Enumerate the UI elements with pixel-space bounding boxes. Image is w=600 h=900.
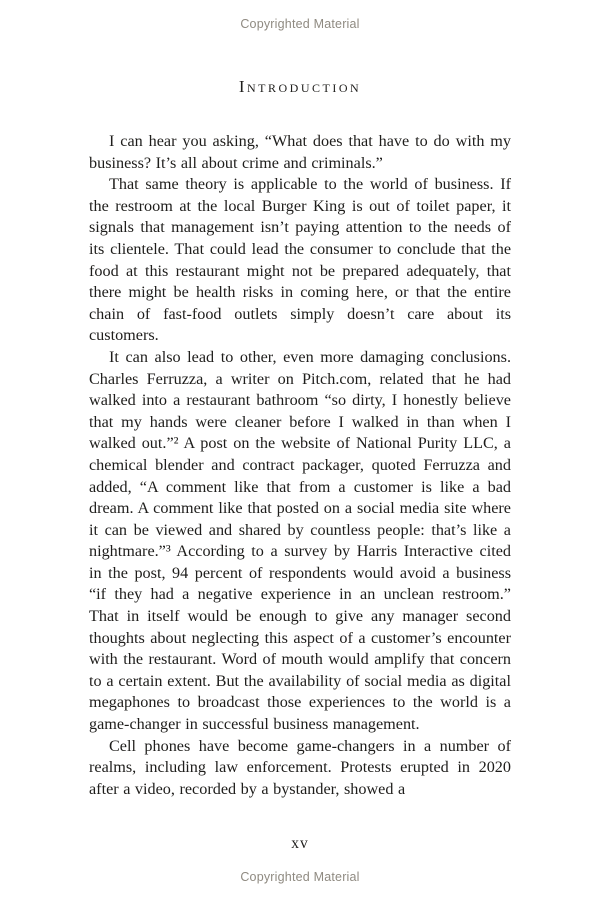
copyright-notice-top: Copyrighted Material — [240, 17, 360, 31]
page-body — [89, 0, 511, 800]
body-text — [89, 131, 511, 800]
paragraph-4: Cell phones have become game-changers in a number of realms, including law enforcement. Protests erupted in 2020 after a video, recorded by a bystander, showed a — [89, 736, 511, 798]
paragraph-2: That same theory is applicable to the world of business. If the restroom at the local Burger King is out of toilet paper, it signals that management isn’t paying attention to the needs of its clientele. That could lead the consumer to conclude that the food at this restaurant might not be prepared adequately, that there might be health risks in coming here, or that the entire chain of fast-food outlets simply doesn’t care about its customers. — [89, 175, 511, 345]
page-number: xv — [291, 835, 309, 852]
paragraph-3: It can also lead to other, even more damaging conclusions. Charles Ferruzza, a writer on Pitch.com, related that he had walked into a restaurant bathroom “so dirty, I honestly believe that my hands were cleaner before I walked in than when I walked out.”² A post on the website of National Purity LLC, a chemical blender and contract packager, quoted Ferruzza and added, “A comment like that from a customer is like a bad dream. A comment like that posted on a social media site where it can be viewed and shared by countless people: that’s like a nightmare.”³ According to a survey by Harris Interactive cited in the post, 94 percent of respondents would avoid a business “if they had a negative experience in an unclean restroom.” That in itself would be enough to give any manager second thoughts about neglecting this aspect of a customer’s encounter with the restaurant. Word of mouth would amplify that concern to a certain extent. But the availability of social media as digital megaphones to broadcast those experiences to the world is a game-changer in successful business management. — [89, 347, 511, 734]
paragraph-1: I can hear you asking, “What does that have to do with my business? It’s all about crime and criminals.” — [89, 132, 511, 172]
copyright-notice-bottom: Copyrighted Material — [240, 870, 360, 884]
running-head: Introduction — [238, 77, 362, 96]
